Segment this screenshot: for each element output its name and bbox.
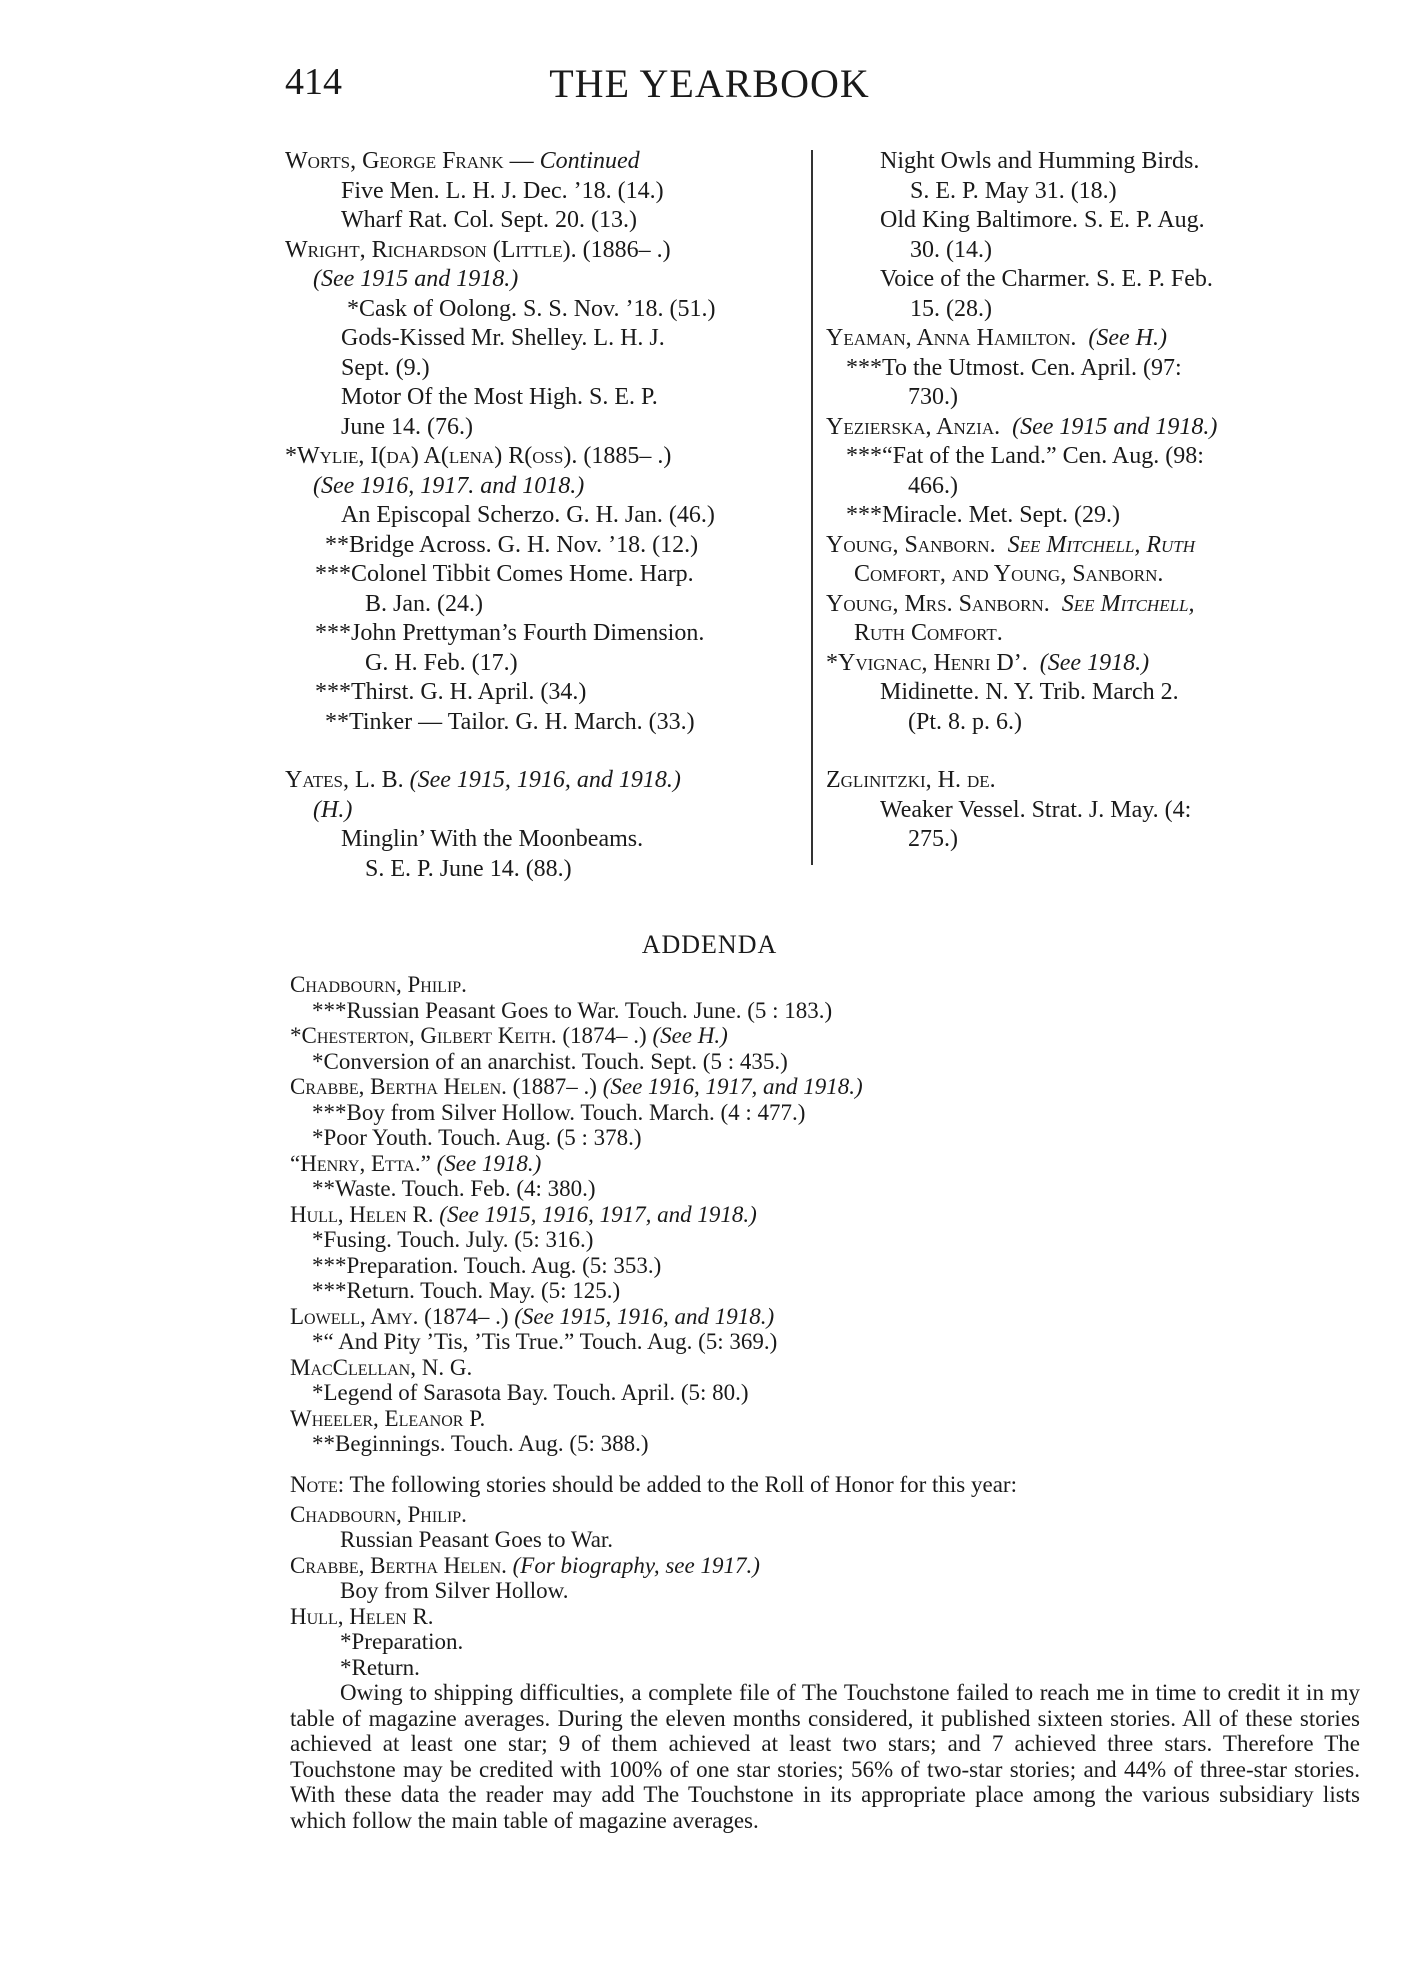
- see-reference: (See 1915, 1916, 1917, and 1918.): [439, 1201, 757, 1227]
- author-name: Crabbe, Bertha Helen.: [290, 1552, 507, 1578]
- left-column: [285, 147, 795, 884]
- see-reference-cont: Comfort, and Young, Sanborn.: [854, 561, 1164, 587]
- addenda-story: *Fusing. Touch. July. (5: 316.): [312, 1227, 594, 1252]
- story-line: G. H. Feb. (17.): [365, 649, 518, 676]
- author-entry: [285, 442, 795, 472]
- author-name: Young, Sanborn.: [826, 531, 996, 558]
- addenda-author: [290, 1074, 1360, 1100]
- note-paragraph-text: Owing to shipping difficulties, a complete file of The Touchstone failed to reach me in time to credit it in my table of magazine averages. During the eleven months considered, it published sixteen stories. All of these stories achieved at least one star; 9 of them achieved at least two stars; and 7 achieved three stars. Therefore The Touchstone may be credited with 100% of one star stories; 56% of two-star stories; and 44% of three-star stories. With these data the reader may add The Touchstone in its appropriate place among the various subsidiary lists which follow the main table of magazine averages.: [290, 1680, 1360, 1833]
- story-line: Motor Of the Most High. S. E. P.: [341, 384, 658, 410]
- note-label: Note:: [290, 1472, 345, 1497]
- page-number: 414: [285, 61, 342, 103]
- note-heading-text: The following stories should be added to the Roll of Honor for this year:: [344, 1472, 1017, 1497]
- story-line: 275.): [908, 826, 958, 852]
- story-line: ***John Prettyman’s Fourth Dimension.: [315, 620, 705, 646]
- author-name: Hull, Helen R.: [290, 1201, 434, 1227]
- addenda-author: [290, 1355, 1360, 1381]
- column-divider: [811, 150, 813, 865]
- story-line: 466.): [908, 472, 958, 499]
- story-line: Wharf Rat. Col. Sept. 20. (13.): [341, 207, 637, 233]
- honor-story: *Return.: [340, 1654, 420, 1680]
- story-line: ***Miracle. Met. Sept. (29.): [846, 502, 1120, 528]
- author-name: *Chesterton, Gilbert Keith.: [290, 1023, 557, 1048]
- see-reference: (See 1915, 1916, and 1918.): [409, 767, 681, 793]
- note-heading: [290, 1472, 1360, 1498]
- honor-author: [290, 1553, 1360, 1579]
- author-name: Hull, Helen R.: [290, 1603, 434, 1629]
- story-line: Five Men. L. H. J. Dec. ’18. (14.): [341, 177, 664, 204]
- addenda-author: [290, 1304, 1360, 1330]
- addenda-author: [290, 1023, 1360, 1049]
- addenda-story: **Waste. Touch. Feb. (4: 380.): [312, 1176, 596, 1201]
- entry-gap: [826, 737, 1346, 766]
- story-line: Voice of the Charmer. S. E. P. Feb.: [880, 266, 1213, 292]
- story-line: Gods-Kissed Mr. Shelley. L. H. J.: [341, 325, 665, 351]
- author-name: Yeaman, Anna Hamilton.: [826, 325, 1077, 351]
- author-entry: [826, 324, 1346, 354]
- author-name: Worts, George Frank: [285, 148, 504, 174]
- see-reference: (See H.): [1088, 325, 1167, 351]
- honor-author: [290, 1502, 1360, 1528]
- author-name: Lowell, Amy.: [290, 1303, 419, 1329]
- see-reference: (See 1918.): [436, 1150, 542, 1176]
- addenda-story: *Poor Youth. Touch. Aug. (5 : 378.): [312, 1125, 642, 1150]
- story-line: *Cask of Oolong. S. S. Nov. ’18. (51.): [347, 295, 716, 322]
- author-entry: [826, 413, 1346, 443]
- author-name: *Wylie, I(da) A(lena) R(oss).: [285, 443, 578, 469]
- author-name: Yezierska, Anzia.: [826, 413, 1001, 440]
- author-entry: [285, 236, 795, 266]
- author-entry: [285, 766, 795, 796]
- addenda-heading: ADDENDA: [641, 930, 778, 959]
- author-entry: [826, 766, 1346, 796]
- author-entry: [826, 590, 1346, 620]
- see-reference: (For biography, see 1917.): [512, 1552, 760, 1578]
- story-line: S. E. P. June 14. (88.): [365, 855, 572, 882]
- author-suffix: (1886– .): [576, 236, 671, 263]
- author-name: Zglinitzki, H. de.: [826, 767, 996, 793]
- addenda-story: *“ And Pity ’Tis, ’Tis True.” Touch. Aug. (5: 369.): [312, 1329, 778, 1354]
- author-note: Continued: [539, 148, 640, 174]
- author-name: *Yvignac, Henri D’.: [826, 649, 1028, 676]
- see-reference: (See H.): [652, 1023, 728, 1048]
- story-line: ***“Fat of the Land.” Cen. Aug. (98:: [846, 443, 1204, 469]
- story-line: Old King Baltimore. S. E. P. Aug.: [880, 207, 1205, 233]
- addenda-story: ***Preparation. Touch. Aug. (5: 353.): [312, 1252, 662, 1278]
- story-line: 30. (14.): [910, 236, 992, 263]
- author-name: Wright, Richardson (Little).: [285, 236, 577, 263]
- page-title: THE YEARBOOK: [549, 61, 870, 106]
- see-reference: (See 1916, 1917. and 1018.): [313, 472, 585, 499]
- addenda-story: ***Boy from Silver Hollow. Touch. March. (4 : 477.): [312, 1099, 806, 1125]
- honor-story: Boy from Silver Hollow.: [340, 1578, 569, 1603]
- addenda-author: [290, 1151, 1360, 1177]
- see-reference: (H.): [313, 796, 353, 823]
- note-lines: [290, 1502, 1360, 1681]
- author-name: Yates, L. B.: [285, 767, 404, 793]
- addenda-story: *Legend of Sarasota Bay. Touch. April. (5: 80.): [312, 1380, 749, 1405]
- author-name: “Henry, Etta.”: [290, 1150, 431, 1176]
- see-reference: (See 1915, 1916, and 1918.): [514, 1303, 775, 1329]
- author-name: Chadbourn, Philip.: [290, 972, 467, 997]
- honor-story: *Preparation.: [340, 1629, 464, 1654]
- honor-author: [290, 1604, 1360, 1630]
- note-section: [290, 1472, 1360, 1833]
- story-line: June 14. (76.): [341, 413, 473, 440]
- story-line: S. E. P. May 31. (18.): [910, 177, 1117, 204]
- see-reference: See Mitchell, Ruth: [1007, 531, 1196, 558]
- addenda-story: ***Russian Peasant Goes to War. Touch. June. (5 : 183.): [312, 997, 833, 1023]
- story-line: ***Thirst. G. H. April. (34.): [315, 679, 587, 705]
- addenda-story: ***Return. Touch. May. (5: 125.): [312, 1278, 621, 1303]
- story-line: Sept. (9.): [341, 354, 430, 381]
- see-reference: See Mitchell,: [1061, 590, 1195, 617]
- author-entry: [285, 147, 795, 177]
- story-line: Midinette. N. Y. Trib. March 2.: [880, 679, 1179, 705]
- story-line: ***To the Utmost. Cen. April. (97:: [846, 354, 1182, 381]
- note-paragraph: [290, 1680, 1360, 1833]
- author-suffix: —: [503, 148, 540, 174]
- story-line: **Bridge Across. G. H. Nov. ’18. (12.): [325, 531, 699, 558]
- story-line: Night Owls and Humming Birds.: [880, 148, 1200, 174]
- see-reference: (See 1915 and 1918.): [313, 266, 519, 292]
- addenda-author: [290, 972, 1360, 998]
- author-name: Chadbourn, Philip.: [290, 1501, 467, 1527]
- story-line: 730.): [908, 384, 958, 410]
- author-entry: [826, 531, 1346, 561]
- author-entry: [826, 649, 1346, 679]
- see-reference: (See 1918.): [1039, 649, 1150, 676]
- addenda-author: [290, 1406, 1360, 1432]
- story-line: ***Colonel Tibbit Comes Home. Harp.: [315, 561, 694, 587]
- addenda-list: [290, 972, 1360, 1457]
- story-line: Minglin’ With the Moonbeams.: [341, 826, 644, 852]
- entry-gap: [285, 737, 795, 766]
- author-name: Young, Mrs. Sanborn.: [826, 590, 1050, 617]
- see-reference: (See 1916, 1917, and 1918.): [602, 1074, 863, 1099]
- right-column: [826, 147, 1346, 855]
- story-line: 15. (28.): [910, 295, 992, 322]
- author-dates: (1874– .): [418, 1303, 515, 1329]
- author-name: MacClellan, N. G.: [290, 1354, 473, 1380]
- author-name: Crabbe, Bertha Helen.: [290, 1074, 507, 1099]
- story-line: B. Jan. (24.): [365, 590, 483, 617]
- story-line: (Pt. 8. p. 6.): [908, 708, 1022, 735]
- author-dates: (1887– .): [506, 1074, 603, 1099]
- story-line: **Tinker — Tailor. G. H. March. (33.): [325, 708, 695, 735]
- addenda-story: **Beginnings. Touch. Aug. (5: 388.): [312, 1431, 649, 1456]
- author-suffix: (1885– .): [577, 443, 672, 469]
- addenda-story: *Conversion of an anarchist. Touch. Sept. (5 : 435.): [312, 1048, 788, 1074]
- honor-story: Russian Peasant Goes to War.: [340, 1527, 614, 1552]
- see-reference-cont: Ruth Comfort.: [854, 620, 1003, 646]
- see-reference: (See 1915 and 1918.): [1012, 413, 1218, 440]
- story-line: An Episcopal Scherzo. G. H. Jan. (46.): [341, 502, 715, 528]
- author-name: Wheeler, Eleanor P.: [290, 1405, 486, 1431]
- author-dates: (1874– .): [556, 1023, 653, 1048]
- addenda-author: [290, 1202, 1360, 1228]
- story-line: Weaker Vessel. Strat. J. May. (4:: [880, 796, 1192, 823]
